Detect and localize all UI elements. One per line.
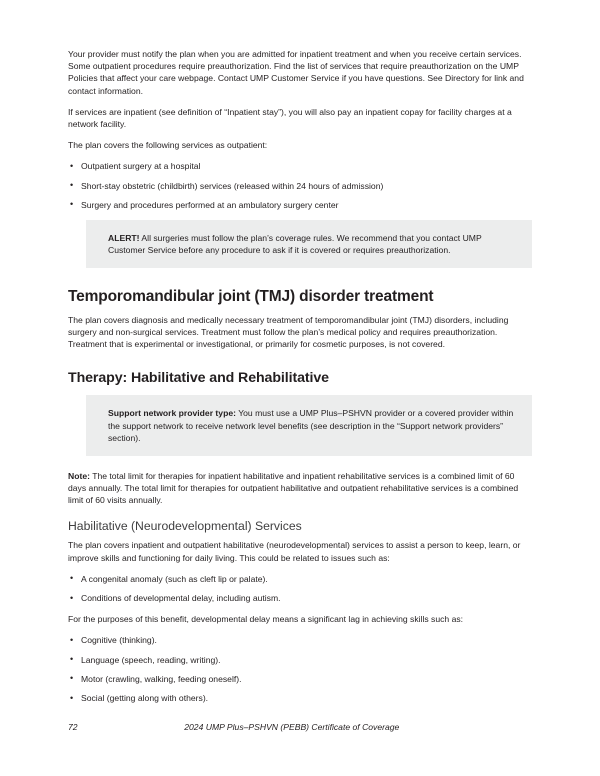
- alert-callout: [86, 220, 532, 268]
- tmj-body: The plan covers diagnosis and medically necessary treatment of temporomandibular joint (TMJ) disorders, including surgery and non-surgical services. Treatment must follow the plan’s medical policy and requires preauthorization. Treatment that is experimental or investigational, or primarily for cosmetic purposes, is not covered.: [68, 314, 509, 349]
- habilitative-body: The plan covers inpatient and outpatient habilitative (neurodevelopmental) services to assist a person to keep, learn, or improve skills and functioning for daily living. This could be related to issues such as:: [68, 540, 521, 563]
- developmental-skills-list: [68, 634, 532, 704]
- list-item: • Surgery and procedures performed at an ambulatory surgery center: [68, 199, 532, 211]
- list-item: • Cognitive (thinking).: [68, 634, 532, 646]
- page-number: 72: [68, 722, 78, 732]
- intro-paragraph-3: The plan covers the following services as outpatient:: [68, 140, 268, 151]
- outpatient-services-list: [68, 160, 532, 211]
- list-item: • Conditions of developmental delay, including autism.: [68, 592, 532, 604]
- support-network-callout: [86, 395, 532, 455]
- note-label: Note:: [68, 470, 90, 481]
- alert-callout-text: [108, 232, 516, 257]
- list-item: • Short-stay obstetric (childbirth) services (released within 24 hours of admission): [68, 180, 532, 192]
- list-item: • A congenital anomaly (such as cleft lip or palate).: [68, 573, 532, 585]
- list-item: • Outpatient surgery at a hospital: [68, 160, 532, 172]
- intro-paragraph-1: Your provider must notify the plan when you are admitted for inpatient treatment and when you receive certain services. Some outpatient procedures require preauthorization. Find the list of services that require preauthorization on the UMP Policies that affect your care webpage. Contact UMP Customer Service if you have questions. See Directory for link and contact information.: [68, 49, 524, 96]
- habilitative-heading: Habilitative (Neurodevelopmental) Services: [68, 519, 302, 534]
- therapy-note: [68, 470, 532, 507]
- page-footer: [68, 722, 532, 732]
- purposes-intro: For the purposes of this benefit, developmental delay means a significant lag in achieving skills such as:: [68, 614, 464, 625]
- list-item: • Motor (crawling, walking, feeding oneself).: [68, 673, 532, 685]
- support-network-text: [108, 407, 516, 444]
- habilitative-issues-list: [68, 573, 532, 604]
- footer-document-title: 2024 UMP Plus–PSHVN (PEBB) Certificate of Coverage: [184, 722, 400, 732]
- note-body: The total limit for therapies for inpatient habilitative and inpatient rehabilitative services is a combined limit of 60 days annually. The total limit for therapies for outpatient habilitative and outpatient rehabilitative services is a combined limit of 60 visits annually.: [68, 470, 519, 505]
- support-network-label: Support network provider type:: [108, 408, 236, 419]
- tmj-heading: Temporomandibular joint (TMJ) disorder treatment: [68, 287, 434, 305]
- alert-body: All surgeries must follow the plan’s coverage rules. We recommend that you contact UMP Customer Service before any procedure to ask if it is covered or requires preauthorization.: [108, 233, 482, 256]
- list-item: • Social (getting along with others).: [68, 692, 532, 704]
- list-item: • Language (speech, reading, writing).: [68, 654, 532, 666]
- alert-label: ALERT!: [108, 233, 140, 244]
- therapy-heading: Therapy: Habilitative and Rehabilitative: [68, 370, 329, 387]
- intro-paragraph-2: If services are inpatient (see definition of “Inpatient stay”), you will also pay an inpatient copay for facility charges at a network facility.: [68, 106, 512, 130]
- support-network-body: You must use a UMP Plus–PSHVN provider or a covered provider within the support network to receive network level benefits (see description in the “Support network providers” section).: [108, 408, 514, 444]
